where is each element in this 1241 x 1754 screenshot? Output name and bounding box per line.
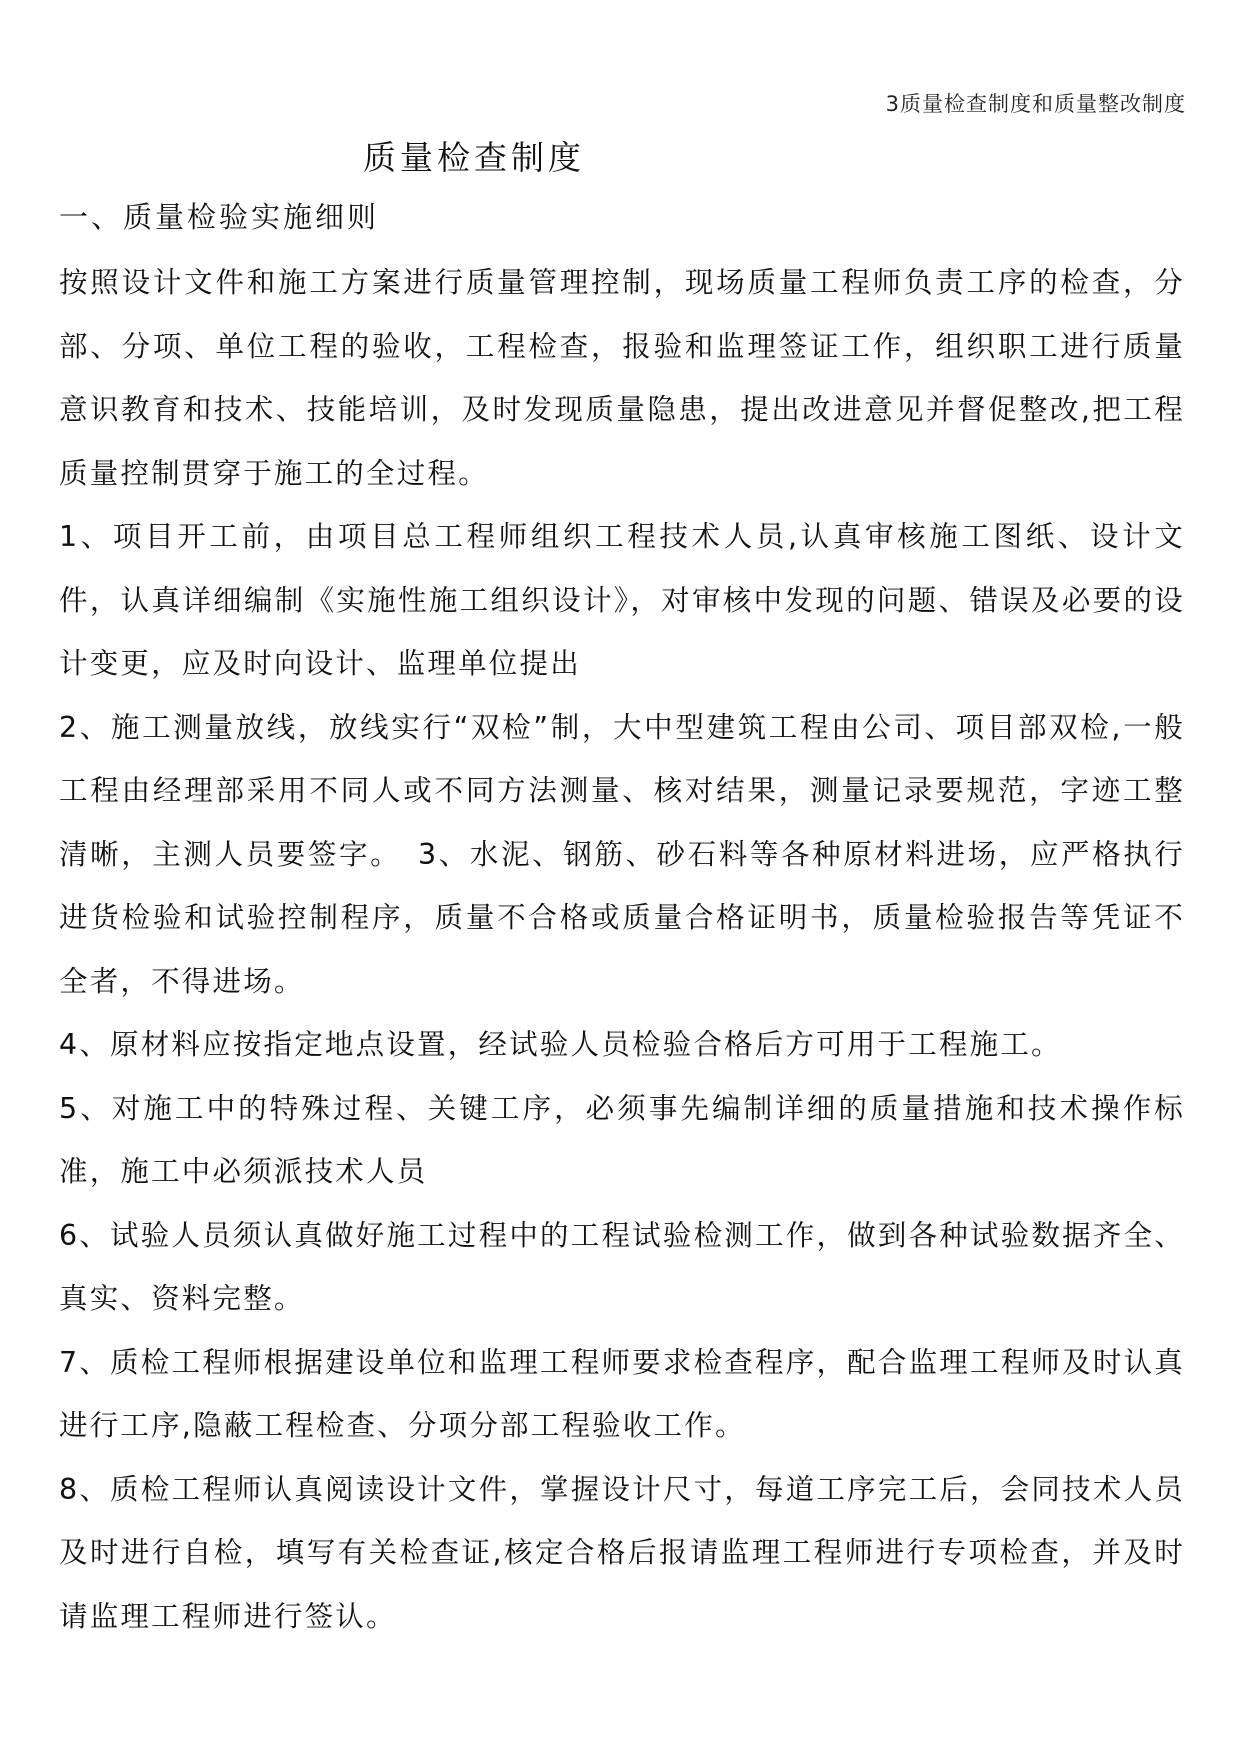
paragraph-item-4: 4、原材料应按指定地点设置，经试验人员检验合格后方可用于工程施工。 xyxy=(59,1028,1062,1061)
paragraph-item-5: 5、对施工中的特殊过程、关键工序，必须事先编制详细的质量措施和技术操作标准，施工中必须派技术人员 xyxy=(59,1091,1185,1188)
document-body xyxy=(59,251,1185,1648)
section-heading: 一、质量检验实施细则 xyxy=(59,200,380,234)
paragraph-intro: 按照设计文件和施工方案进行质量管理控制，现场质量工程师负责工序的检查，分部、分项、单位工程的验收，工程检查，报验和监理签证工作，组织职工进行质量意识教育和技术、技能培训，及时发现质量隐患，提出改进意见并督促整改,把工程质量控制贯穿于施工的全过程。 xyxy=(59,266,1185,490)
paragraph-item-7: 7、质检工程师根据建设单位和监理工程师要求检查程序，配合监理工程师及时认真进行工序,隐蔽工程检查、分项分部工程验收工作。 xyxy=(59,1345,1185,1442)
paragraph-item-2-3: 2、施工测量放线，放线实行“双检”制，大中型建筑工程由公司、项目部双检,一般工程由经理部采用不同人或不同方法测量、核对结果，测量记录要规范，字迹工整清晰，主测人员要签字。 3、水泥、钢筋、砂石料等各种原材料进场，应严格执行进货检验和试验控制程序，质量不合格或质量合格证明书，质量检验报告等凭证不全者，不得进场。 xyxy=(59,710,1185,998)
paragraph-item-8: 8、质检工程师认真阅读设计文件，掌握设计尺寸，每道工序完工后，会同技术人员及时进行自检，填写有关检查证,核定合格后报请监理工程师进行专项检查，并及时请监理工程师进行签认。 xyxy=(59,1472,1185,1633)
paragraph-item-1: 1、项目开工前，由项目总工程师组织工程技术人员,认真审核施工图纸、设计文件，认真详细编制《实施性施工组织设计》，对审核中发现的问题、错误及必要的设计变更，应及时向设计、监理单位提出 xyxy=(59,520,1185,680)
header-note: 3质量检查制度和质量整改制度 xyxy=(885,92,1186,116)
document-title: 质量检查制度 xyxy=(363,138,585,177)
paragraph-item-6: 6、试验人员须认真做好施工过程中的工程试验检测工作，做到各种试验数据齐全、真实、资料完整。 xyxy=(59,1218,1185,1315)
